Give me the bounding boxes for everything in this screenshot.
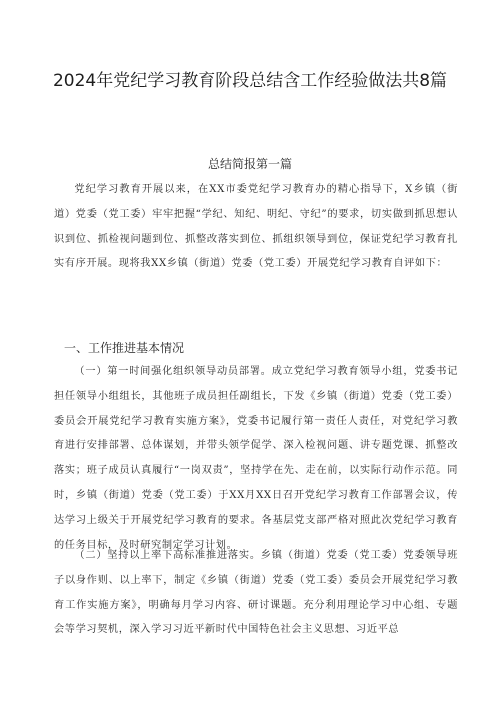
body-paragraph-2: （二）坚持以上率下高标准推进落实。乡镇（街道）党委（党工委）党委领导班子以身作则、以上率下，制定《乡镇（街道）党委（党工委）委员会开展党纪学习教育工作实施方案》，明确每月学习内容、研讨课题。充分利用理论学习中心组、专题会等学习契机，深入学习习近平新时代中国特色社会主义思想、习近平总: [54, 550, 458, 636]
intro-paragraph: 党纪学习教育开展以来，在XX市委党纪学习教育办的精心指导下，X乡镇（街道）党委（党工委）牢牢把握“学纪、知纪、明纪、守纪”的要求，切实做到抓思想认识到位、抓检视问题到位、抓整改落实到位、抓组织领导到位，保证党纪学习教育扎实有序开展。现将我XX乡镇（街道）党委（党工委）开展党纪学习教育自评如下：: [54, 184, 458, 270]
document-title: 2024年党纪学习教育阶段总结含工作经验做法共8篇: [52, 71, 448, 91]
document-subtitle: 总结简报第一篇: [207, 157, 292, 171]
section-heading: 一、工作推进基本情况: [64, 341, 185, 355]
body-paragraph-1: （一）第一时间强化组织领导动员部署。成立党纪学习教育领导小组，党委书记担任领导小组组长，其他班子成员担任副组长，下发《乡镇（街道）党委（党工委）委员会开展党纪学习教育实施方案》，党委书记履行第一责任人责任，对党纪学习教育进行安排部署、总体谋划，并带头领学促学、深入检视问题、讲专题党课、抓整改落实；班子成员认真履行“一岗双责”，坚持学在先、走在前，以实际行动作示范。同时，乡镇（街道）党委（党工委）于XX月XX日召开党纪学习教育工作部署会议，传达学习上级关于开展党纪学习教育的要求。各基层党支部严格对照此次党纪学习教育的任务目标，及时研究制定学习计划。: [54, 366, 458, 551]
